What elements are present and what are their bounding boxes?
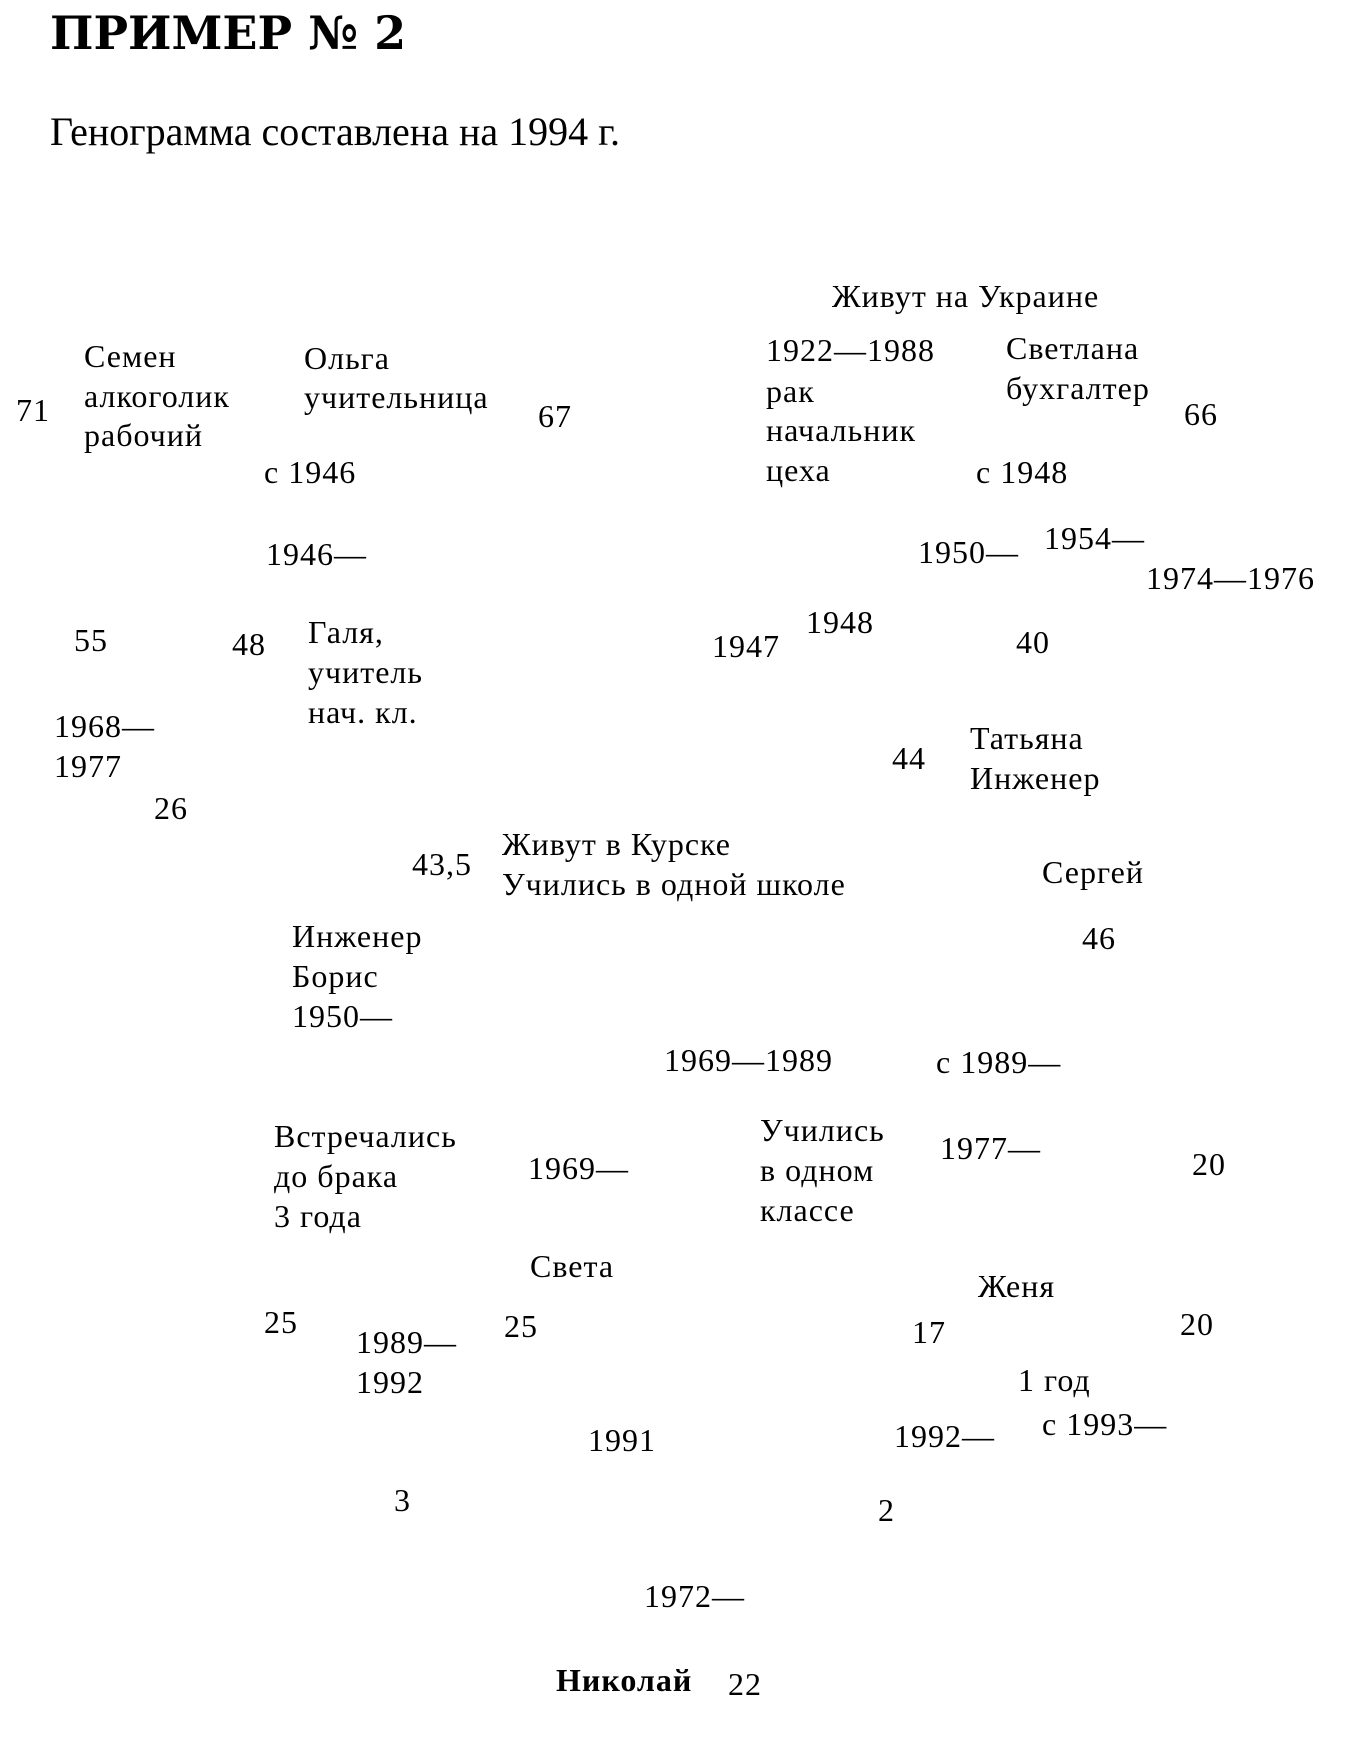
years-1969-1989: 1969—1989 [664, 1042, 833, 1078]
age-17: 17 [912, 1314, 946, 1350]
age-25-b: 25 [504, 1308, 538, 1344]
galya-note1: учитель [308, 654, 423, 690]
olga-note: учительница [304, 379, 489, 415]
met-note3: 3 года [274, 1198, 362, 1234]
age-semen: 71 [16, 392, 50, 428]
father-note2: начальник [766, 412, 916, 448]
age-svetlana: 66 [1184, 396, 1218, 432]
kursk-note1: Живут в Курске [502, 826, 731, 862]
age-20-b: 20 [1180, 1306, 1214, 1342]
olga-name: Ольга [304, 340, 390, 376]
page-subtitle: Генограмма составлена на 1994 г. [50, 109, 621, 154]
boris-birth: 1950— [292, 998, 393, 1034]
class-note2: в одном [760, 1152, 875, 1188]
birth-1947: 1947 [712, 628, 780, 664]
age-3: 3 [394, 1482, 411, 1518]
age-43-5: 43,5 [412, 846, 472, 882]
age-25-a: 25 [264, 1304, 298, 1340]
birth-1954: 1954— [1044, 520, 1145, 556]
zhenya-name: Женя [978, 1268, 1056, 1304]
met-note2: до брака [274, 1158, 399, 1194]
years-1992: 1992 [356, 1364, 424, 1400]
marriage-since-1946: с 1946 [264, 454, 357, 490]
age-48: 48 [232, 626, 266, 662]
since-1993: с 1993— [1042, 1406, 1168, 1442]
age-20-a: 20 [1192, 1146, 1226, 1182]
svetlana-note: бухгалтер [1006, 370, 1150, 406]
birth-1992: 1992— [894, 1418, 995, 1454]
birth-1948: 1948 [806, 604, 874, 640]
class-note3: классе [760, 1192, 855, 1228]
class-note1: Учились [760, 1112, 885, 1148]
sergey-name: Сергей [1042, 854, 1144, 890]
father-note1: рак [766, 373, 815, 409]
age-olga: 67 [538, 398, 572, 434]
semen-note2: рабочий [84, 417, 203, 453]
nikolay-name: Николай [556, 1662, 693, 1698]
birth-1950: 1950— [918, 534, 1019, 570]
label-ukraine: Живут на Украине [832, 278, 1100, 314]
semen-name: Семен [84, 338, 177, 374]
tatyana-note: Инженер [970, 760, 1101, 796]
father-note3: цеха [766, 452, 831, 488]
years-1968: 1968— [54, 708, 155, 744]
svetlana-name: Светлана [1006, 330, 1140, 366]
age-40: 40 [1016, 624, 1050, 660]
marriage-since-1948: с 1948 [976, 454, 1069, 490]
age-55: 55 [74, 622, 108, 658]
boris-note: Инженер [292, 918, 423, 954]
semen-note1: алкоголик [84, 378, 230, 414]
sveta-name: Света [530, 1248, 615, 1284]
one-year: 1 год [1018, 1362, 1091, 1398]
age-26: 26 [154, 790, 188, 826]
age-44: 44 [892, 740, 926, 776]
father-years: 1922—1988 [766, 332, 935, 368]
met-note1: Встречались [274, 1118, 457, 1154]
years-1974-1976: 1974—1976 [1146, 560, 1315, 596]
since-1989: с 1989— [936, 1044, 1062, 1080]
age-2: 2 [878, 1492, 895, 1528]
birth-1977: 1977— [940, 1130, 1041, 1166]
birth-1991: 1991 [588, 1422, 656, 1458]
years-1977: 1977 [54, 748, 122, 784]
birth-1972: 1972— [644, 1578, 745, 1614]
galya-name: Галя, [308, 614, 384, 650]
birth-1946: 1946— [266, 536, 367, 572]
age-22: 22 [728, 1666, 762, 1702]
galya-note2: нач. кл. [308, 694, 418, 730]
birth-1969: 1969— [528, 1150, 629, 1186]
page-title: ПРИМЕР № 2 [50, 6, 407, 60]
kursk-note2: Учились в одной школе [502, 866, 846, 902]
age-46: 46 [1082, 920, 1116, 956]
tatyana-name: Татьяна [970, 720, 1084, 756]
years-1989: 1989— [356, 1324, 457, 1360]
boris-name: Борис [292, 958, 379, 994]
